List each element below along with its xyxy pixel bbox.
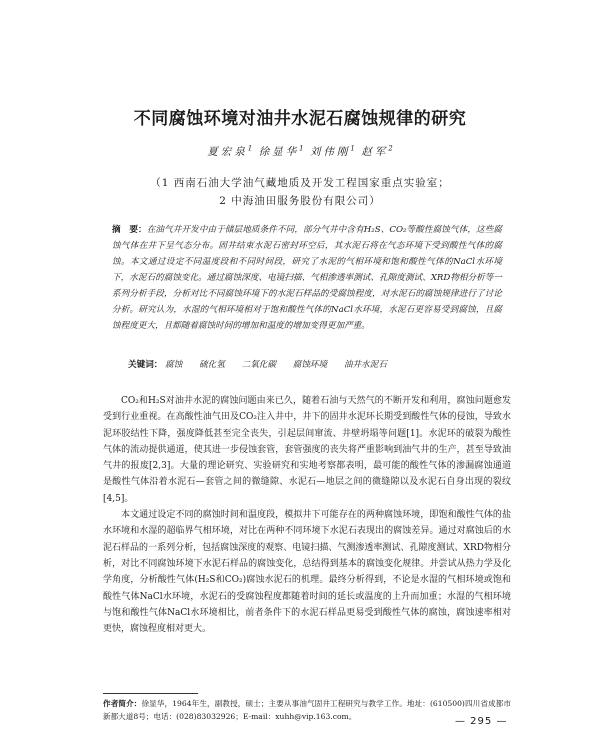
affiliation-line: （1 西南石油大学油气藏地质及开发工程国家重点实验室； xyxy=(150,177,450,189)
author-affil-mark: 1 xyxy=(247,144,253,153)
abstract-label: 摘 要： xyxy=(112,225,147,235)
keywords xyxy=(128,358,508,370)
affiliation-line: 2 中海油田服务股份有限公司） xyxy=(219,195,381,207)
page-number: — 295 — xyxy=(455,716,508,727)
abstract xyxy=(112,222,502,334)
footnote-text: 徐显华，1964年生，副教授，硕士；主要从事油气固井工程研究与教学工作。地址：(610500)四川省成都市新都大道8号；电话：(028)83032926；E-mail：xuhh@vip.163.com。 xyxy=(103,699,512,721)
author-name: 赵军 xyxy=(361,146,389,158)
keyword: 腐蚀环境 xyxy=(292,360,328,370)
author-name: 刘伟刚 xyxy=(309,146,351,158)
author-affil-mark: 2 xyxy=(388,144,393,153)
author-affil-mark: 1 xyxy=(299,144,304,153)
footnote-label: 作者简介： xyxy=(103,699,142,708)
author-affil-mark: 1 xyxy=(350,144,355,153)
footnote-divider xyxy=(103,693,198,694)
author-name: 夏宏泉 xyxy=(207,146,248,158)
author-footnote xyxy=(103,697,511,723)
body-paragraph: CO₂和H₂S对油井水泥的腐蚀问题由来已久，随着石油与天然气的不断开发和利用，腐蚀问题愈发受到行业重视。在高酸性油气田及CO₂注入井中，井下的固井水泥环长期受到酸性气体的侵蚀，导致水泥环胶结性下降，强度降低甚至完全丧失，引起层间窜流、井壁坍塌等问题[1]。水泥环的破裂为酸性气体的流动提供通道，使其进一步侵蚀套管，套管强度的丧失将严重影响到油气井的生产，甚至导致油气井的报废[2,3]。大量的理论研究、实验研究和实地考察都表明，最可能的酸性气体的渗漏腐蚀通道是酸性气体沿着水泥石—套管之间的微缝隙、水泥石—地层之间的微缝隙以及水泥石自身出现的裂纹[4,5]。 xyxy=(103,396,511,504)
keyword: 硫化氢 xyxy=(199,360,225,370)
author-name: 徐显华 xyxy=(258,146,300,158)
keywords-label: 关键词： xyxy=(128,360,163,370)
keyword: 腐蚀 xyxy=(165,360,183,370)
author-list xyxy=(0,144,600,159)
keyword: 二氧化碳 xyxy=(241,360,276,370)
keyword: 油井水泥石 xyxy=(343,360,387,370)
abstract-text: 在油气井开发中由于储层地质条件不同，部分气井中含有H₂S、CO₂等酸性腐蚀气体，这些腐蚀气体在井下呈气态分布。固井结束水泥石密封环空后，其水泥石将在气态环境下受到酸性气体的腐蚀。本文通过设定不同温度段和不同时间段，研究了水泥的气相环境和饱和酸性气体的NaCl水环境下，水泥石的腐蚀变化。通过腐蚀深度、电镜扫描、气相渗透率测试、孔隙度测试、XRD物相分析等一系列分析手段，分析对比不同腐蚀环境下的水泥石样品的受腐蚀程度，对水泥石的腐蚀规律进行了讨论分析。研究认为，水湿的气相环境相对于饱和酸性气体的NaCl水环境，水泥石更容易受到腐蚀，且腐蚀程度更大，且都随着腐蚀时间的增加和温度的增加变得更加严重。 xyxy=(112,225,502,331)
body-paragraph: 本文通过设定不同的腐蚀时间和温度段，模拟井下可能存在的两种腐蚀环境，即饱和酸性气体的盐水环境和水湿的超临界气相环境，对比在两种不同环境下水泥石表现出的腐蚀差异。通过对腐蚀后的水泥石样品的一系列分析，包括腐蚀深度的观察、电镜扫描、气测渗透率测试、孔隙度测试、XRD物相分析，对比不同腐蚀环境下水泥石样品的腐蚀变化，总结得到基本的腐蚀变化规律。并尝试从热力学及化学角度，分析酸性气体(H₂S和CO₂)腐蚀水泥石的机理。最终分析得到，不论是水湿的气相环境或饱和酸性气体NaCl水环境，水泥石的受腐蚀程度都随着时间的延长或温度的上升而加重；水湿的气相环境与饱和酸性气体NaCl水环境相比，前者条件下的水泥石样品更易受到酸性气体的腐蚀，腐蚀速率相对更快，腐蚀程度相对更大。 xyxy=(103,510,511,635)
body-text xyxy=(103,393,511,637)
paper-title: 不同腐蚀环境对油井水泥石腐蚀规律的研究 xyxy=(133,109,467,129)
